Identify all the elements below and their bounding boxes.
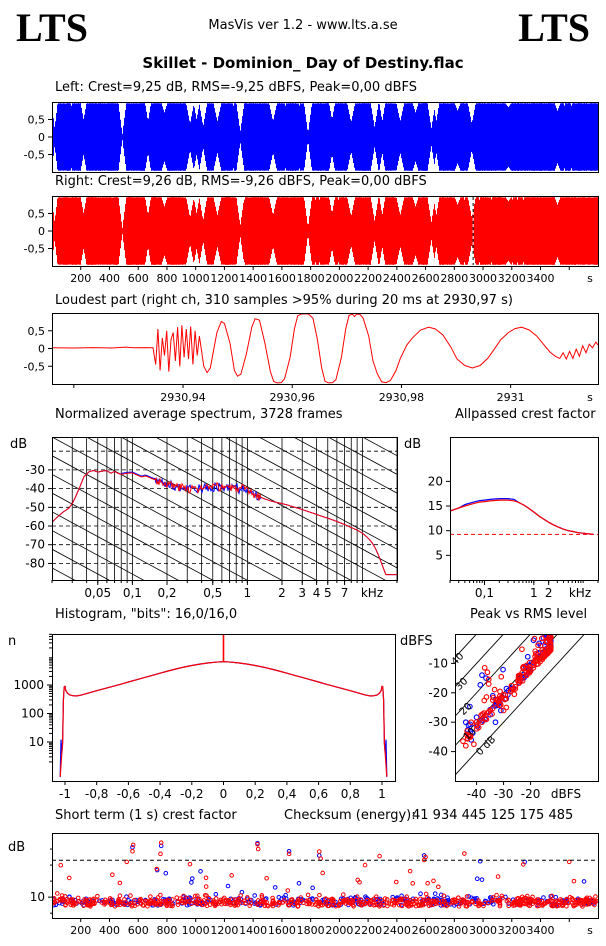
svg-text:-40: -40 <box>466 787 487 801</box>
svg-text:0,1: 0,1 <box>122 586 142 600</box>
svg-text:1800: 1800 <box>296 272 325 285</box>
svg-text:-80: -80 <box>25 556 45 571</box>
svg-text:-1: -1 <box>59 787 71 801</box>
svg-text:2200: 2200 <box>354 272 383 285</box>
svg-text:3400: 3400 <box>526 272 555 285</box>
svg-text:800: 800 <box>156 924 178 937</box>
svg-text:-0,6: -0,6 <box>116 787 141 801</box>
allpassed-y-unit: dB <box>404 437 422 452</box>
svg-text:0,05: 0,05 <box>84 586 112 600</box>
svg-text:800: 800 <box>156 272 178 285</box>
svg-text:2930,94: 2930,94 <box>160 391 206 404</box>
svg-text:20: 20 <box>457 700 475 718</box>
svg-text:s: s <box>587 924 593 937</box>
peak-vs-rms-plot <box>428 634 598 801</box>
svg-text:7: 7 <box>340 586 349 600</box>
svg-text:10: 10 <box>427 523 443 538</box>
svg-text:-0,8: -0,8 <box>84 787 109 801</box>
histogram-y-unit: n <box>8 634 17 649</box>
svg-text:0,5: 0,5 <box>27 113 45 127</box>
left-channel-stats: Left: Crest=9,25 dB, RMS=-9,25 dBFS, Peak=0,00 dBFS <box>55 80 417 95</box>
svg-text:0,2: 0,2 <box>157 586 177 600</box>
svg-text:dBFS: dBFS <box>550 787 582 801</box>
svg-text:kHz: kHz <box>568 586 592 600</box>
svg-text:1000: 1000 <box>13 678 44 692</box>
svg-text:10: 10 <box>29 890 45 905</box>
svg-text:2400: 2400 <box>382 924 411 937</box>
svg-text:1200: 1200 <box>210 272 239 285</box>
svg-text:kHz: kHz <box>360 586 384 600</box>
svg-text:1400: 1400 <box>239 272 268 285</box>
svg-text:0,6: 0,6 <box>309 787 329 801</box>
svg-text:200: 200 <box>70 272 92 285</box>
right-channel-stats: Right: Crest=9,26 dB, RMS=-9,26 dBFS, Peak=0,00 dBFS <box>55 174 427 189</box>
svg-text:1600: 1600 <box>267 924 296 937</box>
svg-text:-0,2: -0,2 <box>180 787 204 801</box>
svg-text:-40: -40 <box>25 481 45 496</box>
right-waveform-plot <box>24 197 599 286</box>
allpassed-title: Allpassed crest factor <box>455 407 596 422</box>
svg-text:3200: 3200 <box>497 924 526 937</box>
loudest-part-title: Loudest part (right ch, 310 samples >95% during 20 ms at 2930,97 s) <box>55 293 513 308</box>
svg-text:2: 2 <box>278 586 286 600</box>
svg-text:0,8: 0,8 <box>340 787 360 801</box>
svg-text:2930,96: 2930,96 <box>269 391 315 404</box>
svg-text:600: 600 <box>127 272 149 285</box>
svg-text:0: 0 <box>219 787 228 801</box>
svg-text:4: 4 <box>312 586 321 600</box>
svg-text:-0,5: -0,5 <box>23 242 45 256</box>
svg-text:-50: -50 <box>25 500 45 515</box>
loudest-part-plot <box>24 314 599 405</box>
svg-text:1400: 1400 <box>239 924 268 937</box>
svg-text:1000: 1000 <box>181 272 210 285</box>
svg-text:2000: 2000 <box>325 924 354 937</box>
svg-text:400: 400 <box>98 272 120 285</box>
svg-text:3: 3 <box>298 586 307 600</box>
short-term-title: Short term (1 s) crest factor <box>55 808 237 823</box>
svg-text:1800: 1800 <box>296 924 325 937</box>
svg-text:2200: 2200 <box>354 924 383 937</box>
svg-text:3000: 3000 <box>469 924 498 937</box>
svg-text:0: 0 <box>38 342 45 356</box>
svg-text:2: 2 <box>544 586 553 600</box>
svg-text:-0,5: -0,5 <box>23 360 45 374</box>
track-title: Skillet - Dominion_ Day of Destiny.flac <box>142 54 464 72</box>
svg-text:-0,4: -0,4 <box>148 787 172 801</box>
svg-text:1: 1 <box>378 787 386 801</box>
svg-text:2930,98: 2930,98 <box>378 391 425 404</box>
svg-text:1600: 1600 <box>267 272 296 285</box>
svg-text:10: 10 <box>461 725 479 743</box>
svg-text:2931: 2931 <box>496 391 525 404</box>
svg-text:5: 5 <box>435 548 443 563</box>
svg-text:10: 10 <box>28 735 44 749</box>
svg-text:0,5: 0,5 <box>203 586 223 600</box>
svg-text:30: 30 <box>453 676 471 693</box>
svg-text:-20: -20 <box>428 685 448 700</box>
svg-text:0,2: 0,2 <box>245 787 265 801</box>
svg-text:2800: 2800 <box>440 272 469 285</box>
short-term-crest-plot <box>30 834 599 938</box>
svg-text:-30: -30 <box>25 462 45 477</box>
checksum-value: 41 934 445 125 175 485 <box>412 808 574 823</box>
svg-text:0,1: 0,1 <box>474 586 495 600</box>
allpassed-crest-plot <box>428 438 599 601</box>
spectrum-y-unit: dB <box>10 437 28 452</box>
svg-text:400: 400 <box>98 924 120 937</box>
svg-text:15: 15 <box>427 499 443 514</box>
svg-text:0,5: 0,5 <box>27 324 45 338</box>
svg-text:20: 20 <box>427 474 443 489</box>
svg-text:1: 1 <box>243 586 252 600</box>
svg-text:5: 5 <box>323 586 332 600</box>
svg-text:3400: 3400 <box>526 924 555 937</box>
spectrum-plot <box>25 213 397 849</box>
svg-text:40: 40 <box>449 651 467 668</box>
svg-text:0: 0 <box>38 225 45 238</box>
histogram-title: Histogram, "bits": 16,0/16,0 <box>55 607 238 622</box>
svg-text:2600: 2600 <box>411 272 440 285</box>
svg-text:-40: -40 <box>428 744 448 759</box>
svg-text:3000: 3000 <box>469 272 498 285</box>
histogram-plot <box>13 634 395 801</box>
svg-text:-0,5: -0,5 <box>23 148 45 162</box>
svg-text:0 dB: 0 dB <box>474 734 499 759</box>
app-version-text: MasVis ver 1.2 - www.lts.a.se <box>208 18 398 33</box>
svg-text:-30: -30 <box>428 715 448 730</box>
svg-text:1: 1 <box>529 586 538 600</box>
svg-text:1200: 1200 <box>210 924 239 937</box>
svg-text:0,4: 0,4 <box>277 787 297 801</box>
logo-right: LTS <box>518 5 590 50</box>
peak-vs-rms-y-unit: dBFS <box>400 634 433 649</box>
svg-text:1000: 1000 <box>181 924 210 937</box>
svg-text:0,5: 0,5 <box>27 207 45 221</box>
svg-text:0: 0 <box>38 131 45 144</box>
peak-vs-rms-title: Peak vs RMS level <box>470 607 588 622</box>
svg-text:-20: -20 <box>520 787 541 801</box>
checksum-label: Checksum (energy): <box>284 808 416 823</box>
svg-text:100: 100 <box>21 706 44 721</box>
svg-text:2400: 2400 <box>382 272 411 285</box>
logo-left: LTS <box>16 5 88 50</box>
spectrum-title: Normalized average spectrum, 3728 frames <box>55 407 343 422</box>
svg-text:2000: 2000 <box>325 272 354 285</box>
svg-text:-60: -60 <box>25 519 45 534</box>
svg-text:-70: -70 <box>25 537 45 552</box>
svg-text:2600: 2600 <box>411 924 440 937</box>
svg-text:600: 600 <box>127 924 149 937</box>
short-term-y-unit: dB <box>8 840 26 855</box>
svg-text:-10: -10 <box>428 656 448 671</box>
svg-text:s: s <box>587 391 593 404</box>
svg-text:200: 200 <box>70 924 92 937</box>
left-waveform-plot <box>24 103 599 173</box>
svg-text:-30: -30 <box>493 787 514 801</box>
svg-text:s: s <box>587 272 593 285</box>
svg-text:2800: 2800 <box>440 924 469 937</box>
svg-text:3200: 3200 <box>497 272 526 285</box>
